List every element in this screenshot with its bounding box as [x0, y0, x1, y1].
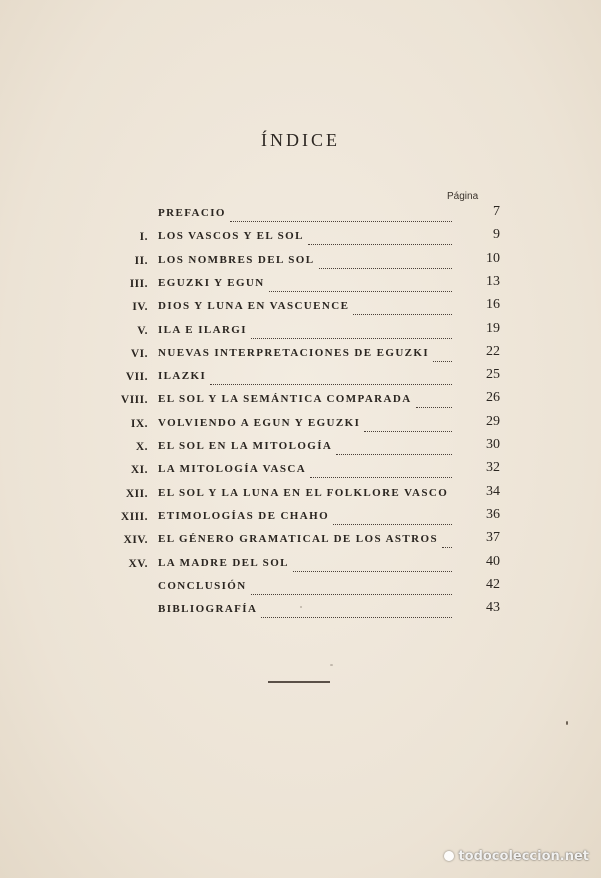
- toc-entry: [0, 389, 601, 411]
- chapter-number: X.: [135, 441, 148, 453]
- chapter-title: EGUZKI Y EGUN: [158, 276, 265, 289]
- chapter-title: EL SOL Y LA LUNA EN EL FOLKLORE VASCO: [158, 486, 449, 499]
- toc-entry: [0, 413, 601, 435]
- page-number: 29: [486, 413, 500, 429]
- chapter-title: ETIMOLOGÍAS DE CHAHO: [158, 509, 330, 522]
- toc-entry: [0, 250, 601, 272]
- chapter-number: V.: [137, 324, 148, 337]
- toc-entry: [0, 576, 601, 598]
- chapter-title: NUEVAS INTERPRETACIONES DE EGUZKI: [158, 346, 430, 359]
- chapter-title: PREFACIO: [158, 207, 226, 219]
- dot-leader: [364, 417, 452, 432]
- page-number: 19: [486, 320, 500, 336]
- page-number: 25: [486, 367, 500, 383]
- dot-leader: [251, 324, 452, 339]
- chapter-number: XV.: [128, 557, 148, 570]
- chapter-number: VI.: [130, 347, 148, 360]
- chapter-title: LOS NOMBRES DEL SOL: [158, 253, 315, 266]
- page-number: 37: [486, 530, 500, 546]
- page-number: 7: [493, 204, 500, 219]
- chapter-title: CONCLUSIÓN: [158, 579, 247, 592]
- dot-leader: [416, 393, 452, 408]
- toc-entry: [0, 296, 601, 318]
- chapter-title: EL SOL Y LA SEMÁNTICA COMPARADA: [158, 393, 412, 406]
- dot-leader: [230, 207, 452, 222]
- chapter-title: BIBLIOGRAFÍA: [158, 603, 258, 616]
- toc-entry: [0, 203, 601, 225]
- chapter-number: II.: [134, 254, 148, 267]
- dot-leader: [333, 510, 452, 525]
- toc-entry: [0, 506, 601, 528]
- chapter-number: XI.: [130, 464, 148, 477]
- page-number: 26: [486, 390, 500, 406]
- dot-leader: [310, 463, 452, 478]
- dot-leader: [261, 603, 452, 618]
- chapter-title: LOS VASCOS Y EL SOL: [158, 230, 304, 243]
- chapter-title: EL GÉNERO GRAMATICAL DE LOS ASTROS: [158, 533, 438, 546]
- toc-entry: [0, 226, 601, 248]
- page-number: 13: [486, 273, 500, 289]
- index-title: ÍNDICE: [261, 130, 340, 150]
- page-number: 32: [486, 460, 500, 476]
- page-number: 9: [493, 227, 500, 243]
- chapter-title: EL SOL EN LA MITOLOGÍA: [158, 440, 333, 452]
- watermark-logo-icon: [444, 851, 454, 861]
- dot-leader: [353, 300, 452, 315]
- dot-leader: [308, 230, 452, 245]
- page-column-header: Página: [447, 191, 479, 202]
- chapter-title: ILA E ILARGI: [158, 323, 247, 336]
- toc-entry: [0, 320, 601, 342]
- page-number: 16: [486, 297, 500, 313]
- chapter-number: XIII.: [120, 510, 148, 523]
- toc-entry: [0, 343, 601, 365]
- watermark-text: todocoleccion.net: [458, 849, 589, 864]
- toc-entry: [0, 529, 601, 551]
- toc-entry: [0, 599, 601, 621]
- chapter-number: IV.: [132, 301, 148, 314]
- page-number: 43: [486, 600, 500, 616]
- page-number: 22: [486, 343, 500, 359]
- chapter-title: LA MADRE DEL SOL: [158, 556, 289, 569]
- page-number: 40: [486, 553, 500, 569]
- watermark: [444, 849, 589, 864]
- dot-leader: [433, 347, 452, 362]
- paper-speck: [330, 664, 333, 666]
- page-number: 36: [486, 506, 500, 522]
- page-number: 30: [486, 437, 500, 452]
- paper-speck: [300, 606, 302, 608]
- closing-rule: [268, 681, 330, 683]
- dot-leader: [210, 370, 452, 385]
- toc-entry: [0, 273, 601, 295]
- toc-entry: [0, 436, 601, 458]
- chapter-number: XIV.: [123, 534, 148, 547]
- page-number: 42: [486, 576, 500, 592]
- chapter-number: I.: [139, 231, 148, 244]
- chapter-title: DIOS Y LUNA EN VASCUENCE: [158, 300, 350, 313]
- chapter-number: IX.: [130, 417, 148, 430]
- toc-entry: [0, 483, 601, 505]
- chapter-number: XII.: [125, 487, 148, 500]
- toc-entry: [0, 366, 601, 388]
- dot-leader: [293, 557, 452, 572]
- chapter-number: VIII.: [120, 394, 148, 407]
- chapter-number: III.: [129, 277, 148, 290]
- chapter-title: LA MITOLOGÍA VASCA: [158, 463, 307, 476]
- toc-entry: [0, 459, 601, 481]
- chapter-title: ILAZKI: [158, 370, 207, 383]
- dot-leader: [319, 254, 452, 269]
- dot-leader: [442, 533, 452, 548]
- dot-leader: [336, 440, 452, 455]
- chapter-number: VII.: [125, 371, 148, 384]
- toc-entry: [0, 553, 601, 575]
- page-number: 10: [486, 250, 500, 266]
- paper-speck: [566, 721, 568, 725]
- chapter-title: VOLVIENDO A EGUN Y EGUZKI: [158, 416, 361, 429]
- page-number: 34: [486, 483, 500, 499]
- dot-leader: [269, 277, 452, 292]
- dot-leader: [251, 580, 452, 595]
